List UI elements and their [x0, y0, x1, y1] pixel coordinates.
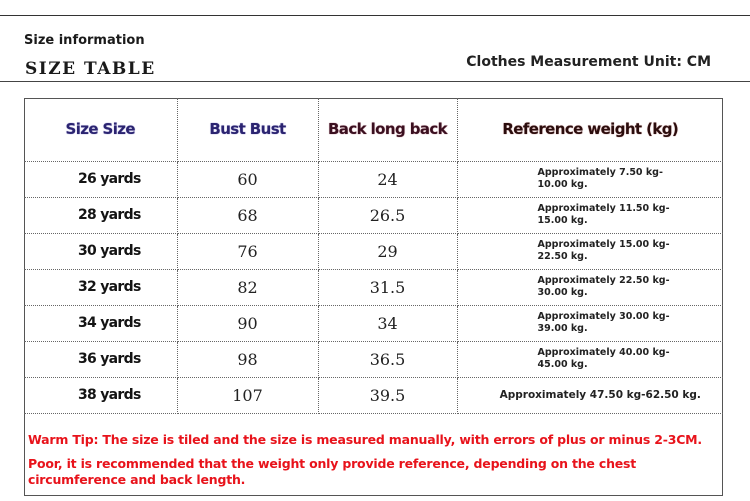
- weight-reference-note: Poor, it is recommended that the weight only provide reference, depending on the chest circumference and back length.: [28, 456, 637, 487]
- reference-weight-cell: Approximately 22.50 kg-30.00 kg.: [457, 269, 723, 305]
- top-divider: [0, 15, 750, 16]
- measurement-unit-label: Clothes Measurement Unit: CM: [466, 54, 711, 70]
- table-row: [24, 233, 723, 269]
- size-cell: 26 yards: [24, 161, 177, 197]
- table-header-row: [24, 98, 723, 161]
- header-reference-weight: Reference weight (kg): [457, 98, 723, 161]
- size-cell: 30 yards: [24, 233, 177, 269]
- header-size: Size Size: [24, 98, 177, 161]
- table-row: [24, 305, 723, 341]
- table-row: [24, 197, 723, 233]
- reference-weight-cell: Approximately 11.50 kg-15.00 kg.: [457, 197, 723, 233]
- size-table: [24, 98, 723, 414]
- bust-cell: 60: [177, 161, 318, 197]
- warm-tip-text: Warm Tip: The size is tiled and the size is measured manually, with errors of plus or minus 2-3CM.: [28, 432, 702, 447]
- size-cell: 32 yards: [24, 269, 177, 305]
- table-row: [24, 341, 723, 377]
- back-length-cell: 36.5: [318, 341, 457, 377]
- header-back-length: Back long back: [318, 98, 457, 161]
- back-length-cell: 34: [318, 305, 457, 341]
- back-length-cell: 31.5: [318, 269, 457, 305]
- header-bust: Bust Bust: [177, 98, 318, 161]
- size-cell: 36 yards: [24, 341, 177, 377]
- back-length-cell: 26.5: [318, 197, 457, 233]
- reference-weight-cell: Approximately 15.00 kg-22.50 kg.: [457, 233, 723, 269]
- size-cell: 28 yards: [24, 197, 177, 233]
- table-row: [24, 161, 723, 197]
- bust-cell: 68: [177, 197, 318, 233]
- reference-weight-cell: Approximately 40.00 kg-45.00 kg.: [457, 341, 723, 377]
- bust-cell: 90: [177, 305, 318, 341]
- table-row: [24, 377, 723, 413]
- reference-weight-cell: Approximately 30.00 kg-39.00 kg.: [457, 305, 723, 341]
- bust-cell: 98: [177, 341, 318, 377]
- back-length-cell: 24: [318, 161, 457, 197]
- title-divider: [0, 81, 750, 82]
- table-row: [24, 269, 723, 305]
- size-cell: 34 yards: [24, 305, 177, 341]
- bust-cell: 76: [177, 233, 318, 269]
- size-information-label: Size information: [24, 33, 145, 48]
- reference-weight-cell: Approximately 7.50 kg-10.00 kg.: [457, 161, 723, 197]
- back-length-cell: 39.5: [318, 377, 457, 413]
- reference-weight-cell: Approximately 47.50 kg-62.50 kg.: [457, 377, 723, 413]
- bust-cell: 82: [177, 269, 318, 305]
- back-length-cell: 29: [318, 233, 457, 269]
- size-table-title: SIZE TABLE: [25, 59, 156, 79]
- bust-cell: 107: [177, 377, 318, 413]
- size-cell: 38 yards: [24, 377, 177, 413]
